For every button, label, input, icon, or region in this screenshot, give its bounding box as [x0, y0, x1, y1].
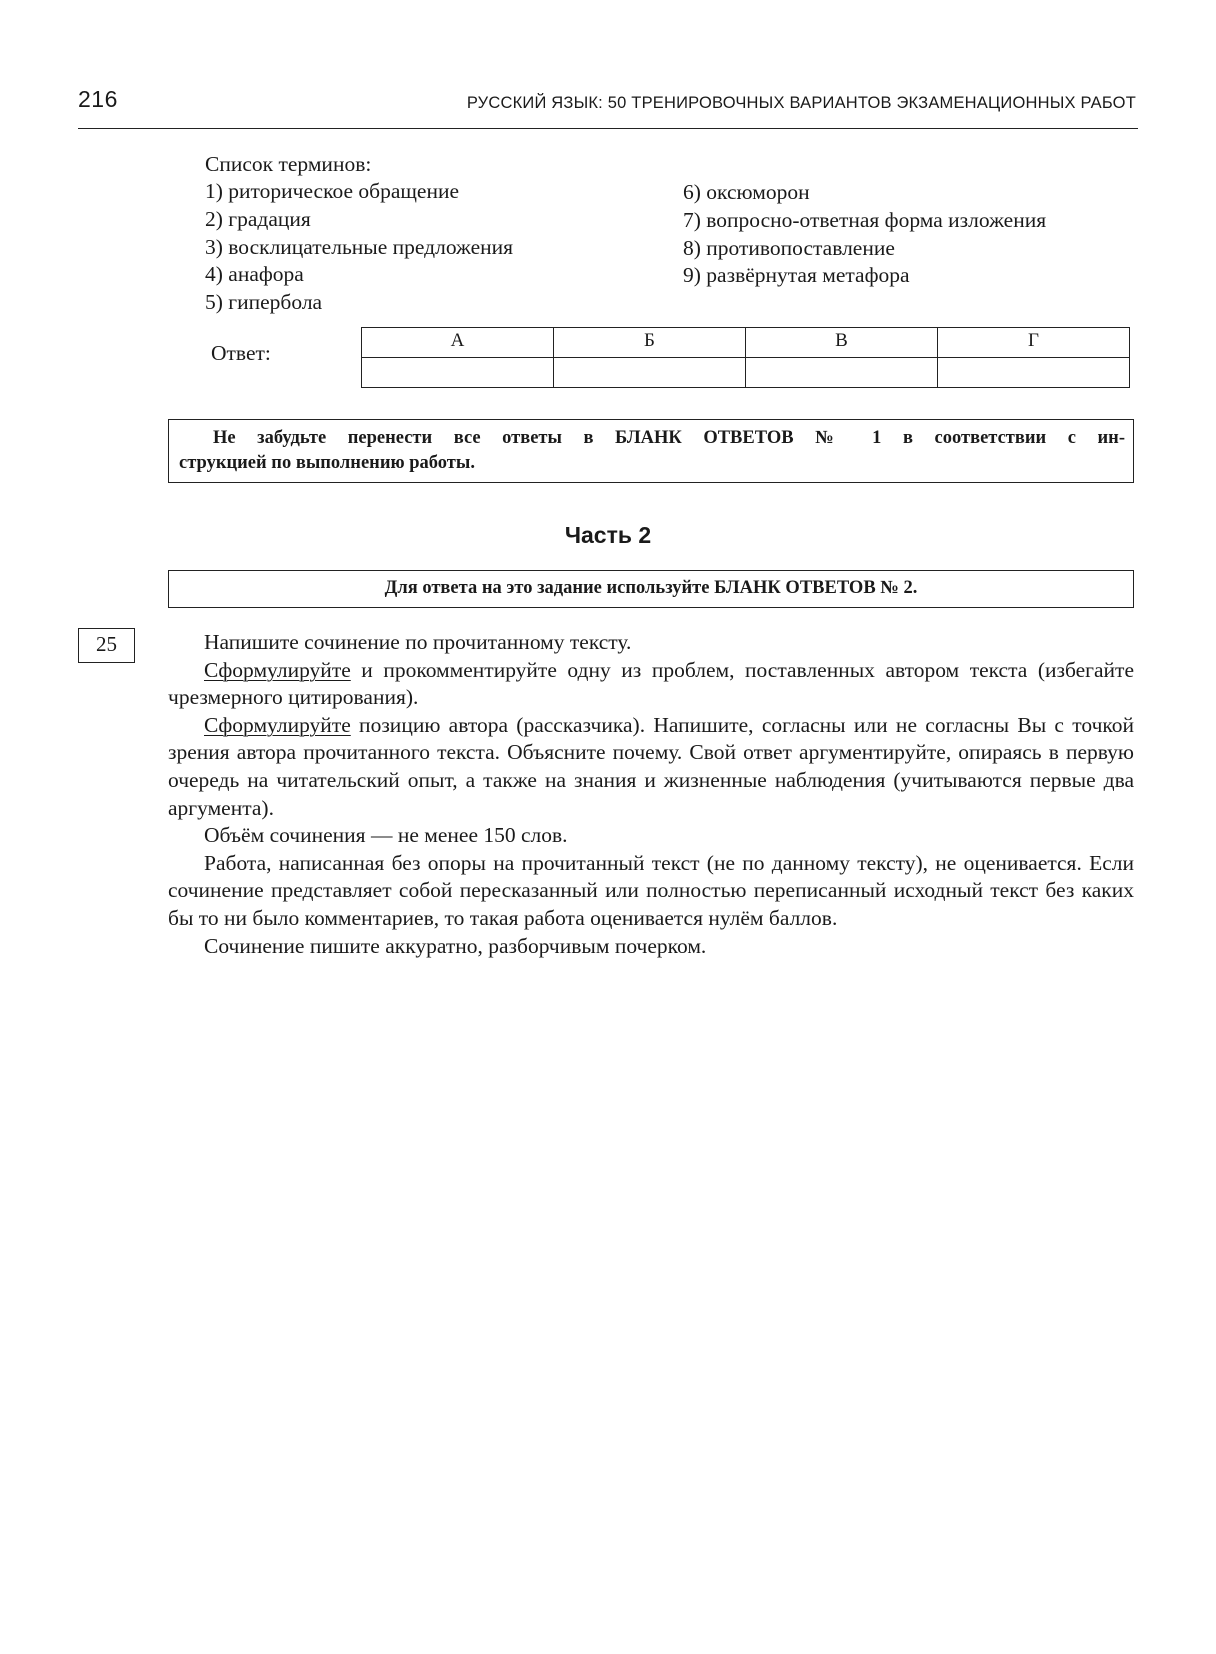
terms-list-right [683, 179, 1046, 290]
task-number-box [78, 628, 135, 663]
answer-column-header: А [362, 328, 554, 358]
task-paragraph: Объём сочинения — не менее 150 слов. [204, 823, 568, 848]
terms-list-left [205, 178, 513, 317]
term-item: 7) вопросно-ответная форма изложения [683, 207, 1047, 232]
notice-box [168, 419, 1134, 483]
task-paragraph: Работа, написанная без опоры на прочитанный текст (не по данному тексту), не оценивается. Если сочинение представляет собой пересказанный или полностью переписанный исходный текст без каких бы то ни было комментариев, то такая работа оценивается нулём баллов. [168, 850, 1134, 930]
task-text [168, 629, 1134, 960]
answer-column-header: Г [938, 328, 1130, 358]
running-title: РУССКИЙ ЯЗЫК: 50 ТРЕНИРОВОЧНЫХ ВАРИАНТОВ ЭКЗАМЕНАЦИОННЫХ РАБОТ [466, 94, 1136, 112]
task-paragraph: Напишите сочинение по прочитанному тексту. [204, 630, 632, 654]
term-item: 4) анафора [205, 262, 304, 287]
answer-cell-v[interactable] [746, 358, 938, 388]
page-number: 216 [78, 86, 118, 112]
answer-cell-g[interactable] [938, 358, 1130, 388]
part-title: Часть 2 [564, 522, 652, 548]
answer-table [361, 327, 1130, 388]
term-item: 2) градация [205, 206, 311, 231]
emphasized-verb: Сформулируйте [204, 657, 351, 682]
task-paragraph [168, 657, 1134, 712]
notice-line-2: струкцией по выполнению работы. [179, 453, 475, 473]
term-item: 5) гипербола [205, 290, 323, 315]
instruction-text: Для ответа на это задание используйте БЛАНК ОТВЕТОВ № 2. [384, 578, 918, 598]
task-paragraph: Сочинение пишите аккуратно, разборчивым почерком. [204, 933, 707, 958]
instruction-box [168, 570, 1134, 608]
paragraph-text: и прокомментируйте одну из проблем, поставленных автором текста (избегайте чрезмерного цитирования). [168, 657, 1134, 710]
term-item: 9) развёрнутая метафора [683, 263, 910, 288]
answer-column-header: В [746, 328, 938, 358]
answer-label: Ответ: [211, 341, 271, 365]
term-item: 6) оксюморон [683, 180, 810, 204]
emphasized-verb: Сформулируйте [204, 712, 351, 737]
header-divider [78, 128, 1138, 129]
task-number: 25 [96, 632, 117, 656]
term-item: 3) восклицательные предложения [205, 234, 514, 259]
paragraph-text: позицию автора (рассказчика). Напишите, согласны или не согласны Вы с точкой зрения автора прочитанного текста. Объясните почему. Свой ответ аргументируйте, опираясь в первую очередь на читательский опыт, а также на знания и жизненные наблюдения (учитываются первые два аргумента). [168, 712, 1134, 820]
task-paragraph [168, 712, 1134, 822]
answer-column-header: Б [554, 328, 746, 358]
answer-cell-a[interactable] [362, 358, 554, 388]
terms-title: Список терминов: [205, 152, 372, 176]
term-item: 1) риторическое обращение [205, 179, 460, 203]
answer-cell-b[interactable] [554, 358, 746, 388]
term-item: 8) противопоставление [683, 235, 895, 260]
notice-line-1: Не забудьте перенести все ответы в БЛАНК ОТВЕТОВ № 1 в соответствии с ин- [213, 428, 1125, 448]
